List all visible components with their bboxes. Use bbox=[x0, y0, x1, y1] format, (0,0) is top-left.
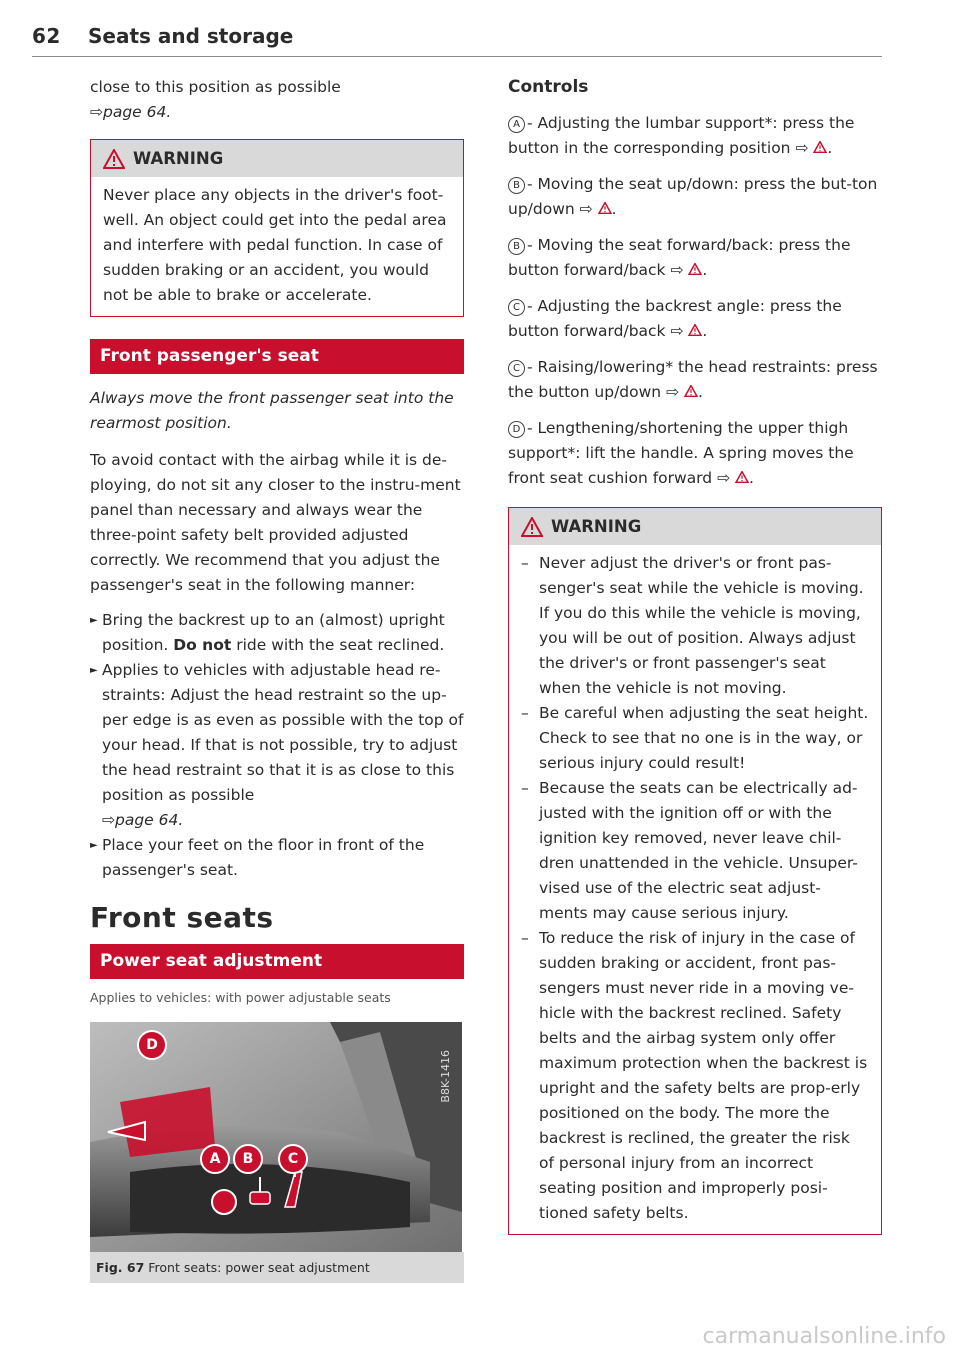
list-item: ► Place your feet on the floor in front of the passenger's seat. bbox=[90, 833, 464, 883]
left-column bbox=[90, 75, 464, 1283]
page-reference-link[interactable]: ⇨page 64. bbox=[90, 103, 172, 121]
page-reference-link[interactable]: ⇨page 64. bbox=[102, 811, 184, 829]
heading-front-passenger-seat: Front passenger's seat bbox=[90, 339, 464, 374]
section-title: Seats and storage bbox=[88, 24, 294, 48]
control-item: B - Moving the seat up/down: press the but-ton up/down ⇨ . bbox=[508, 175, 878, 218]
label-b: B bbox=[233, 1144, 263, 1174]
warning-triangle-icon[interactable] bbox=[688, 324, 702, 336]
label-d: D bbox=[137, 1030, 167, 1060]
heading-power-seat-adjustment: Power seat adjustment bbox=[90, 944, 464, 979]
body-paragraph: To avoid contact with the airbag while it is de-ploying, do not sit any closer to the instru-ment panel than necessary and always wear the three-point safety belt provided adjusted correctly. We recommend that you adjust the passenger's seat in the following manner: bbox=[90, 451, 461, 594]
label-c-icon: C bbox=[508, 360, 525, 377]
label-b-icon: B bbox=[508, 238, 525, 255]
label-d-icon: D bbox=[508, 421, 525, 438]
label-b-icon: B bbox=[508, 177, 525, 194]
warning-list-item: – To reduce the risk of injury in the case of sudden braking or accident, front pas-sengers must never ride in a moving ve-hicle with the backrest reclined. Safety belts and the airbag system only offer maximum protection when the backrest is upright and the safety belts are prop-erly positioned on the body. The more the backrest is reclined, the greater the risk of personal injury from an incorrect seating position and improperly posi-tioned safety belts. bbox=[521, 929, 868, 1222]
warning-box-seat-adjustment bbox=[508, 507, 882, 1235]
warning-text: Never place any objects in the driver's foot-well. An object could get into the pedal area and interfere with pedal function. In case of sudden braking or an accident, you would not be able to brake or accelerate. bbox=[103, 186, 447, 304]
warning-triangle-icon[interactable] bbox=[684, 385, 698, 397]
applies-to-note: Applies to vehicles: with power adjustable seats bbox=[90, 990, 391, 1005]
warning-triangle-icon bbox=[521, 517, 543, 537]
control-item: B - Moving the seat forward/back: press the button forward/back ⇨ . bbox=[508, 236, 851, 279]
warning-box-footwell bbox=[90, 139, 464, 317]
warning-header: WARNING bbox=[91, 140, 463, 177]
bullet-icon: ► bbox=[90, 840, 98, 851]
list-item: ► Applies to vehicles with adjustable head re-straints: Adjust the head restraint so the up-per edge is as even as possible with the top of your head. If that is not possible, try to adjust the head restraint so that it is as close to this position as possible ⇨page 64. bbox=[90, 658, 464, 833]
label-c-icon: C bbox=[508, 299, 525, 316]
control-item: D - Lengthening/shortening the upper thigh support*: lift the handle. A spring moves the front seat cushion forward ⇨ . bbox=[508, 419, 854, 487]
warning-header: WARNING bbox=[509, 508, 881, 545]
intro-text: close to this position as possible ⇨page 64. bbox=[90, 78, 341, 121]
right-column bbox=[508, 75, 882, 1235]
heading-front-seats: Front seats bbox=[90, 901, 274, 934]
bullet-icon: ► bbox=[90, 665, 98, 676]
warning-list-item: – Because the seats can be electrically ad-justed with the ignition off or with the ignition key removed, never leave chil-dren unattended in the vehicle. Unsuper-vised use of the electric seat adjust-ments may cause serious injury. bbox=[521, 779, 858, 922]
watermark: carmanualsonline.info bbox=[702, 1324, 946, 1349]
warning-text bbox=[509, 545, 881, 1234]
warning-list-item: – Be careful when adjusting the seat height. Check to see that no one is in the way, or serious injury could result! bbox=[521, 704, 869, 772]
label-a-icon: A bbox=[508, 116, 525, 133]
label-c: C bbox=[278, 1144, 308, 1174]
controls-heading: Controls bbox=[508, 77, 589, 97]
warning-triangle-icon[interactable] bbox=[735, 471, 749, 483]
page-number: 62 bbox=[32, 24, 61, 48]
warning-triangle-icon bbox=[103, 149, 125, 169]
warning-triangle-icon[interactable] bbox=[598, 202, 612, 214]
control-item: C - Adjusting the backrest angle: press the button forward/back ⇨ . bbox=[508, 297, 842, 340]
page-header bbox=[32, 24, 882, 57]
list-item: ► Bring the backrest up to an (almost) upright position. Do not ride with the seat reclined. bbox=[90, 608, 464, 658]
warning-list bbox=[521, 551, 869, 1226]
control-item: C - Raising/lowering* the head restraints: press the button up/down ⇨ . bbox=[508, 358, 878, 401]
figure-caption: Fig. 67 Front seats: power seat adjustment bbox=[90, 1252, 464, 1283]
instruction-list bbox=[90, 608, 464, 883]
label-a: A bbox=[200, 1144, 230, 1174]
seat-figure bbox=[90, 1022, 462, 1252]
controls-list bbox=[508, 111, 882, 491]
bullet-icon: ► bbox=[90, 615, 98, 626]
warning-triangle-icon[interactable] bbox=[688, 263, 702, 275]
lead-text: Always move the front passenger seat into the rearmost position. bbox=[90, 389, 454, 432]
control-item: A - Adjusting the lumbar support*: press the button in the corresponding position ⇨ . bbox=[508, 114, 855, 157]
warning-triangle-icon[interactable] bbox=[813, 141, 827, 153]
figure-code: B8K-1416 bbox=[439, 1050, 452, 1103]
warning-list-item: – Never adjust the driver's or front pas-senger's seat while the vehicle is moving. If you do this while the vehicle is moving, you will be out of position. Always adjust the driver's or front passenger's seat when the vehicle is not moving. bbox=[521, 554, 864, 697]
